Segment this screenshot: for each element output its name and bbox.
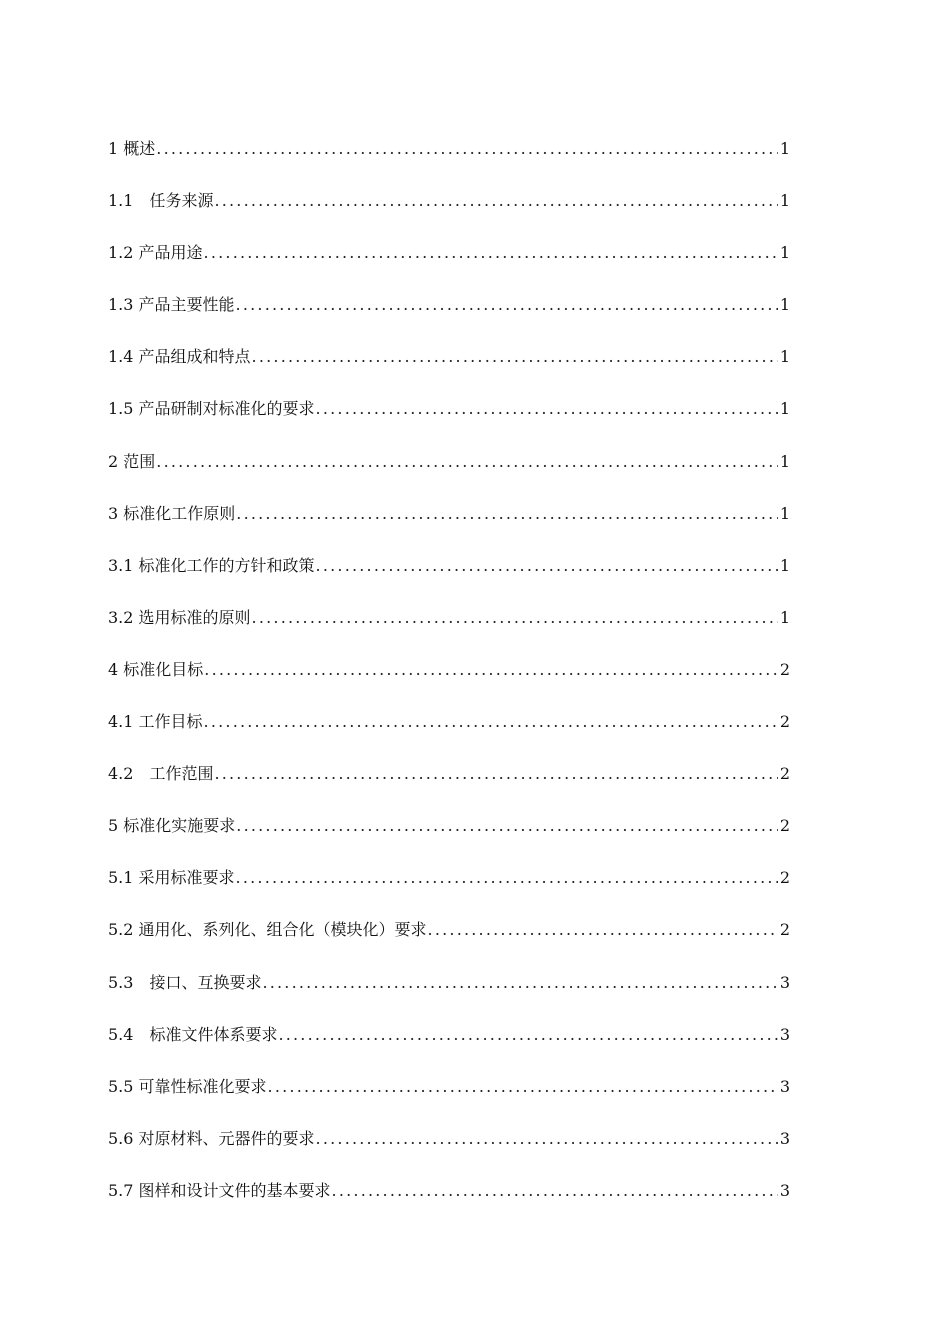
toc-page-number: 1: [779, 295, 790, 315]
toc-dot-leader: [316, 553, 778, 579]
toc-dot-leader: [236, 292, 778, 318]
toc-entry-title: 5.5 可靠性标准化要求: [108, 1076, 267, 1096]
toc-entry-title: 1.3 产品主要性能: [108, 295, 235, 315]
toc-page-number: 2: [779, 764, 790, 784]
table-of-contents: [108, 136, 790, 1230]
toc-page-number: 3: [779, 1128, 790, 1148]
toc-dot-leader: [316, 1126, 778, 1152]
toc-entry[interactable]: [108, 292, 790, 344]
toc-entry[interactable]: [108, 970, 790, 1022]
toc-page-number: 3: [779, 1076, 790, 1096]
toc-page-number: 3: [779, 1180, 790, 1200]
toc-page-number: 1: [779, 607, 790, 627]
toc-entry[interactable]: [108, 605, 790, 657]
toc-page-number: 1: [779, 451, 790, 471]
toc-entry[interactable]: [108, 136, 790, 188]
toc-entry-title: 5.3 接口、互换要求: [108, 972, 262, 992]
toc-page-number: 1: [779, 191, 790, 211]
toc-page-number: 1: [779, 555, 790, 575]
toc-dot-leader: [204, 709, 778, 735]
toc-dot-leader: [156, 136, 778, 162]
toc-page-number: 1: [779, 139, 790, 158]
toc-dot-leader: [252, 344, 778, 370]
toc-entry[interactable]: [108, 657, 790, 709]
toc-entry-title: 5.4 标准文件体系要求: [108, 1024, 278, 1044]
toc-entry[interactable]: [108, 865, 790, 917]
toc-entry-title: 5.2 通用化、系列化、组合化（模块化）要求: [108, 920, 427, 940]
toc-entry-title: 4.1 工作目标: [108, 712, 203, 732]
toc-page-number: 2: [779, 920, 790, 940]
toc-entry-title: 1.4 产品组成和特点: [108, 347, 251, 367]
toc-dot-leader: [204, 657, 778, 683]
toc-dot-leader: [214, 761, 777, 787]
toc-dot-leader: [236, 813, 778, 839]
toc-page-number: 2: [779, 868, 790, 888]
toc-page-number: 2: [779, 659, 790, 679]
toc-entry[interactable]: [108, 501, 790, 553]
toc-entry[interactable]: [108, 1074, 790, 1126]
toc-entry[interactable]: [108, 761, 790, 813]
toc-entry-title: 5.6 对原材料、元器件的要求: [108, 1128, 315, 1148]
toc-entry-title: 1 概述: [108, 139, 156, 158]
toc-entry[interactable]: [108, 188, 790, 240]
toc-entry[interactable]: [108, 813, 790, 865]
toc-dot-leader: [156, 449, 778, 475]
toc-entry[interactable]: [108, 449, 790, 501]
toc-dot-leader: [262, 970, 777, 996]
toc-dot-leader: [316, 396, 778, 422]
toc-entry-title: 4.2 工作范围: [108, 764, 214, 784]
toc-entry[interactable]: [108, 709, 790, 761]
toc-page-number: 1: [779, 243, 790, 263]
toc-entry[interactable]: [108, 240, 790, 292]
toc-page-number: 3: [779, 972, 790, 992]
toc-dot-leader: [278, 1022, 777, 1048]
toc-dot-leader: [204, 240, 778, 266]
toc-dot-leader: [332, 1178, 778, 1204]
toc-entry-title: 1.2 产品用途: [108, 243, 203, 263]
toc-entry[interactable]: [108, 553, 790, 605]
toc-page-number: 1: [779, 347, 790, 367]
toc-entry[interactable]: [108, 1022, 790, 1074]
toc-dot-leader: [268, 1074, 778, 1100]
toc-entry-title: 4 标准化目标: [108, 659, 204, 679]
toc-entry-title: 2 范围: [108, 451, 156, 471]
toc-entry-title: 1.1 任务来源: [108, 191, 214, 211]
toc-entry[interactable]: [108, 1126, 790, 1178]
toc-dot-leader: [252, 605, 778, 631]
toc-entry-title: 1.5 产品研制对标准化的要求: [108, 399, 315, 419]
toc-dot-leader: [214, 188, 777, 214]
toc-entry[interactable]: [108, 396, 790, 448]
toc-entry[interactable]: [108, 917, 790, 969]
toc-page-number: 1: [779, 503, 790, 523]
toc-entry-title: 5.1 采用标准要求: [108, 868, 235, 888]
toc-page-number: 2: [779, 816, 790, 836]
toc-page-number: 3: [779, 1024, 790, 1044]
toc-entry-title: 5.7 图样和设计文件的基本要求: [108, 1180, 331, 1200]
toc-dot-leader: [236, 865, 778, 891]
toc-entry-title: 5 标准化实施要求: [108, 816, 236, 836]
toc-page-number: 2: [779, 712, 790, 732]
toc-dot-leader: [236, 501, 778, 527]
toc-entry-title: 3 标准化工作原则: [108, 503, 236, 523]
toc-entry-title: 3.1 标准化工作的方针和政策: [108, 555, 315, 575]
toc-dot-leader: [428, 917, 778, 943]
toc-entry[interactable]: [108, 1178, 790, 1230]
toc-entry-title: 3.2 选用标准的原则: [108, 607, 251, 627]
toc-entry[interactable]: [108, 344, 790, 396]
toc-page-number: 1: [779, 399, 790, 419]
